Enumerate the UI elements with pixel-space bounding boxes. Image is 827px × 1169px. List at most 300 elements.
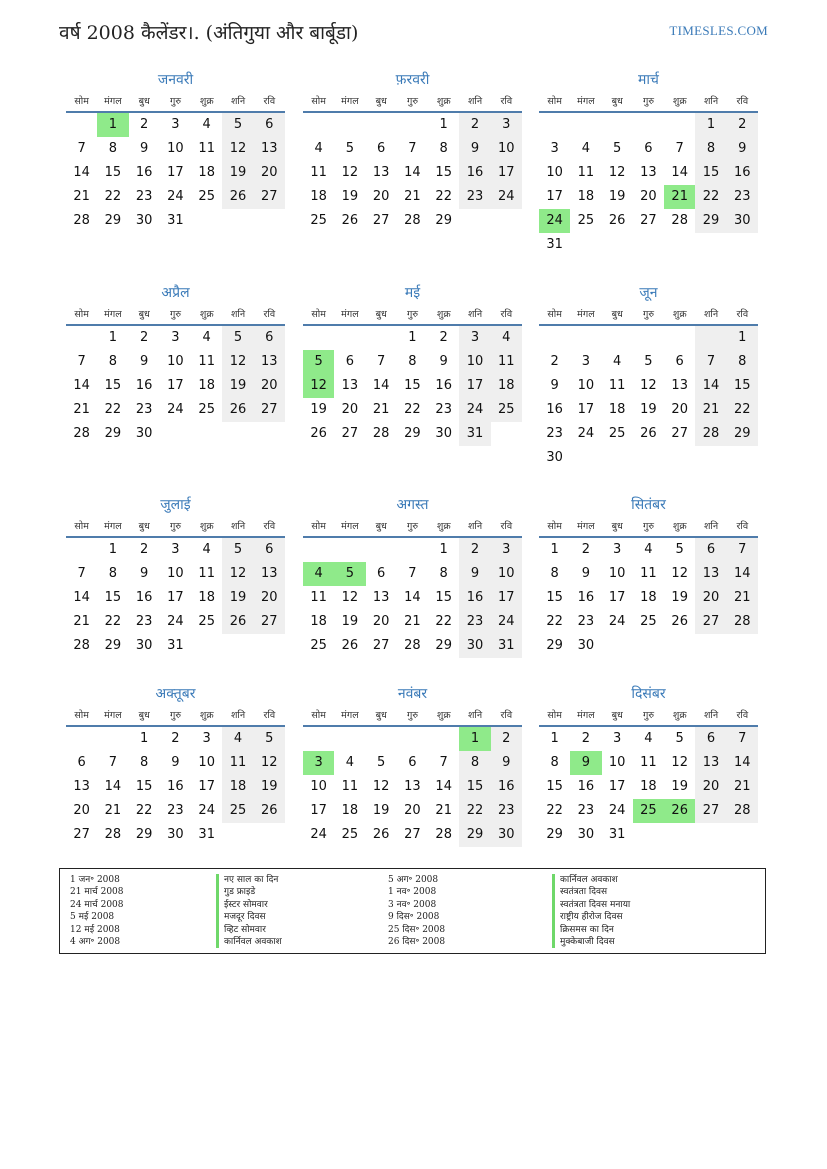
day-cell[interactable]: 16	[435, 378, 452, 393]
day-cell[interactable]: 18	[608, 402, 626, 417]
day-cell[interactable]: 24	[608, 803, 626, 818]
day-cell[interactable]: 13	[695, 562, 726, 586]
holiday-day-cell[interactable]: 12	[303, 374, 334, 398]
day-cell[interactable]: 20	[372, 189, 390, 204]
day-cell[interactable]: 29	[104, 638, 122, 653]
day-cell[interactable]: 15	[546, 779, 563, 794]
day-cell[interactable]: 22	[104, 614, 122, 629]
day-cell[interactable]: 12	[640, 378, 657, 393]
day-cell[interactable]: 31	[167, 638, 184, 653]
day-cell[interactable]: 24	[459, 398, 490, 422]
day-cell[interactable]: 2	[140, 330, 149, 345]
day-cell[interactable]: 9	[459, 137, 490, 161]
day-cell[interactable]: 9	[140, 141, 149, 156]
day-cell[interactable]: 25	[577, 213, 595, 228]
day-cell[interactable]: 2	[581, 731, 591, 746]
day-cell[interactable]: 23	[727, 185, 758, 209]
day-cell[interactable]: 12	[671, 566, 688, 581]
day-cell[interactable]: 16	[135, 165, 153, 180]
day-cell[interactable]: 29	[435, 638, 452, 653]
day-cell[interactable]: 18	[341, 803, 359, 818]
day-cell[interactable]: 23	[577, 803, 595, 818]
day-cell[interactable]: 30	[459, 634, 490, 658]
day-cell[interactable]: 11	[608, 378, 626, 393]
day-cell[interactable]: 24	[491, 610, 522, 634]
day-cell[interactable]: 10	[167, 141, 184, 156]
day-cell[interactable]: 1	[140, 731, 149, 746]
day-cell[interactable]: 23	[135, 189, 153, 204]
day-cell[interactable]: 15	[104, 165, 122, 180]
day-cell[interactable]: 11	[341, 779, 359, 794]
day-cell[interactable]: 23	[135, 614, 153, 629]
day-cell[interactable]: 31	[167, 213, 184, 228]
day-cell[interactable]: 9	[727, 137, 758, 161]
day-cell[interactable]: 30	[135, 426, 153, 441]
day-cell[interactable]: 11	[640, 566, 657, 581]
day-cell[interactable]: 29	[135, 827, 153, 842]
day-cell[interactable]: 15	[135, 779, 153, 794]
day-cell[interactable]: 16	[577, 590, 595, 605]
day-cell[interactable]: 17	[608, 590, 626, 605]
day-cell[interactable]: 5	[222, 113, 253, 137]
day-cell[interactable]: 2	[140, 117, 149, 132]
day-cell[interactable]: 3	[491, 538, 522, 562]
day-cell[interactable]: 22	[404, 402, 421, 417]
day-cell[interactable]: 23	[459, 610, 490, 634]
day-cell[interactable]: 20	[254, 586, 285, 610]
day-cell[interactable]: 17	[310, 803, 327, 818]
day-cell[interactable]: 1	[108, 330, 118, 345]
day-cell[interactable]: 1	[550, 731, 559, 746]
day-cell[interactable]: 6	[377, 566, 386, 581]
day-cell[interactable]: 27	[671, 426, 688, 441]
day-cell[interactable]: 1	[695, 113, 726, 137]
day-cell[interactable]: 30	[491, 823, 522, 847]
day-cell[interactable]: 28	[695, 422, 726, 446]
day-cell[interactable]: 30	[167, 827, 184, 842]
day-cell[interactable]: 7	[675, 141, 684, 156]
day-cell[interactable]: 25	[198, 402, 215, 417]
day-cell[interactable]: 7	[727, 727, 758, 751]
day-cell[interactable]: 14	[73, 590, 90, 605]
day-cell[interactable]: 24	[577, 426, 595, 441]
day-cell[interactable]: 11	[577, 165, 595, 180]
day-cell[interactable]: 30	[435, 426, 452, 441]
day-cell[interactable]: 24	[608, 614, 626, 629]
day-cell[interactable]: 27	[640, 213, 657, 228]
day-cell[interactable]: 17	[491, 161, 522, 185]
day-cell[interactable]: 29	[104, 426, 122, 441]
day-cell[interactable]: 4	[345, 755, 355, 770]
day-cell[interactable]: 23	[577, 614, 595, 629]
day-cell[interactable]: 2	[140, 542, 149, 557]
day-cell[interactable]: 12	[254, 751, 285, 775]
day-cell[interactable]: 10	[167, 566, 184, 581]
day-cell[interactable]: 17	[577, 402, 595, 417]
day-cell[interactable]: 28	[727, 610, 758, 634]
day-cell[interactable]: 1	[408, 330, 417, 345]
day-cell[interactable]: 27	[695, 610, 726, 634]
day-cell[interactable]: 21	[727, 775, 758, 799]
day-cell[interactable]: 31	[546, 237, 563, 252]
day-cell[interactable]: 14	[73, 378, 90, 393]
day-cell[interactable]: 25	[491, 398, 522, 422]
day-cell[interactable]: 8	[108, 354, 118, 369]
day-cell[interactable]: 22	[546, 614, 563, 629]
day-cell[interactable]: 21	[404, 189, 421, 204]
day-cell[interactable]: 8	[727, 350, 758, 374]
day-cell[interactable]: 9	[491, 751, 522, 775]
holiday-day-cell[interactable]: 1	[459, 727, 490, 751]
day-cell[interactable]: 24	[198, 803, 215, 818]
day-cell[interactable]: 25	[341, 827, 359, 842]
day-cell[interactable]: 20	[404, 803, 421, 818]
holiday-day-cell[interactable]: 26	[664, 799, 695, 823]
day-cell[interactable]: 19	[222, 161, 253, 185]
day-cell[interactable]: 24	[167, 402, 184, 417]
day-cell[interactable]: 17	[608, 779, 626, 794]
day-cell[interactable]: 24	[167, 614, 184, 629]
day-cell[interactable]: 15	[459, 775, 490, 799]
day-cell[interactable]: 23	[435, 402, 452, 417]
holiday-day-cell[interactable]: 25	[633, 799, 664, 823]
day-cell[interactable]: 26	[372, 827, 390, 842]
day-cell[interactable]: 7	[727, 538, 758, 562]
day-cell[interactable]: 7	[77, 566, 86, 581]
day-cell[interactable]: 29	[104, 213, 122, 228]
day-cell[interactable]: 5	[675, 542, 684, 557]
day-cell[interactable]: 28	[73, 213, 90, 228]
day-cell[interactable]: 28	[404, 638, 421, 653]
day-cell[interactable]: 1	[727, 326, 758, 350]
day-cell[interactable]: 5	[222, 538, 253, 562]
day-cell[interactable]: 14	[435, 779, 452, 794]
day-cell[interactable]: 18	[198, 165, 215, 180]
day-cell[interactable]: 2	[727, 113, 758, 137]
day-cell[interactable]: 21	[73, 402, 90, 417]
day-cell[interactable]: 3	[581, 354, 591, 369]
holiday-day-cell[interactable]: 9	[570, 751, 601, 775]
day-cell[interactable]: 2	[439, 330, 448, 345]
day-cell[interactable]: 31	[459, 422, 490, 446]
day-cell[interactable]: 6	[408, 755, 417, 770]
day-cell[interactable]: 5	[377, 755, 386, 770]
day-cell[interactable]: 5	[613, 141, 622, 156]
day-cell[interactable]: 19	[341, 614, 359, 629]
day-cell[interactable]: 15	[104, 378, 122, 393]
day-cell[interactable]: 17	[459, 374, 490, 398]
day-cell[interactable]: 28	[404, 213, 421, 228]
day-cell[interactable]: 13	[695, 751, 726, 775]
day-cell[interactable]: 3	[202, 731, 211, 746]
day-cell[interactable]: 28	[727, 799, 758, 823]
day-cell[interactable]: 4	[644, 542, 653, 557]
day-cell[interactable]: 19	[310, 402, 327, 417]
day-cell[interactable]: 2	[550, 354, 559, 369]
day-cell[interactable]: 22	[104, 189, 122, 204]
day-cell[interactable]: 18	[198, 590, 215, 605]
day-cell[interactable]: 6	[254, 113, 285, 137]
day-cell[interactable]: 19	[254, 775, 285, 799]
day-cell[interactable]: 27	[254, 185, 285, 209]
day-cell[interactable]: 14	[404, 165, 421, 180]
day-cell[interactable]: 12	[372, 779, 390, 794]
day-cell[interactable]: 13	[404, 779, 421, 794]
day-cell[interactable]: 23	[459, 185, 490, 209]
day-cell[interactable]: 28	[671, 213, 688, 228]
day-cell[interactable]: 7	[439, 755, 448, 770]
site-logo-text[interactable]: TIMESLES.COM	[669, 23, 768, 38]
day-cell[interactable]: 17	[167, 590, 184, 605]
day-cell[interactable]: 16	[167, 779, 184, 794]
day-cell[interactable]: 15	[695, 161, 726, 185]
day-cell[interactable]: 13	[640, 165, 657, 180]
day-cell[interactable]: 21	[73, 189, 90, 204]
day-cell[interactable]: 14	[104, 779, 122, 794]
day-cell[interactable]: 4	[581, 141, 591, 156]
day-cell[interactable]: 5	[675, 731, 684, 746]
day-cell[interactable]: 14	[404, 590, 421, 605]
day-cell[interactable]: 14	[372, 378, 390, 393]
day-cell[interactable]: 6	[675, 354, 684, 369]
day-cell[interactable]: 24	[310, 827, 327, 842]
day-cell[interactable]: 2	[459, 113, 490, 137]
day-cell[interactable]: 27	[73, 827, 90, 842]
day-cell[interactable]: 20	[695, 775, 726, 799]
day-cell[interactable]: 12	[341, 590, 359, 605]
holiday-day-cell[interactable]: 21	[664, 185, 695, 209]
day-cell[interactable]: 10	[459, 350, 490, 374]
day-cell[interactable]: 14	[727, 751, 758, 775]
day-cell[interactable]: 29	[727, 422, 758, 446]
day-cell[interactable]: 13	[341, 378, 359, 393]
day-cell[interactable]: 16	[135, 378, 153, 393]
day-cell[interactable]: 8	[108, 566, 118, 581]
holiday-day-cell[interactable]: 24	[539, 209, 570, 233]
day-cell[interactable]: 18	[491, 374, 522, 398]
day-cell[interactable]: 8	[550, 566, 559, 581]
day-cell[interactable]: 10	[546, 165, 563, 180]
day-cell[interactable]: 25	[640, 614, 657, 629]
day-cell[interactable]: 19	[341, 189, 359, 204]
day-cell[interactable]: 13	[254, 562, 285, 586]
day-cell[interactable]: 6	[77, 755, 86, 770]
day-cell[interactable]: 14	[727, 562, 758, 586]
day-cell[interactable]: 26	[310, 426, 327, 441]
day-cell[interactable]: 10	[491, 562, 522, 586]
day-cell[interactable]: 21	[695, 398, 726, 422]
day-cell[interactable]: 13	[372, 165, 390, 180]
day-cell[interactable]: 7	[77, 141, 86, 156]
day-cell[interactable]: 13	[671, 378, 688, 393]
day-cell[interactable]: 29	[404, 426, 421, 441]
day-cell[interactable]: 17	[491, 586, 522, 610]
day-cell[interactable]: 22	[135, 803, 153, 818]
day-cell[interactable]: 13	[254, 350, 285, 374]
day-cell[interactable]: 6	[254, 538, 285, 562]
day-cell[interactable]: 26	[640, 426, 657, 441]
day-cell[interactable]: 15	[727, 374, 758, 398]
day-cell[interactable]: 17	[546, 189, 563, 204]
day-cell[interactable]: 2	[581, 542, 591, 557]
holiday-day-cell[interactable]: 5	[334, 562, 365, 586]
day-cell[interactable]: 10	[608, 755, 626, 770]
day-cell[interactable]: 1	[439, 542, 448, 557]
day-cell[interactable]: 12	[608, 165, 626, 180]
day-cell[interactable]: 10	[608, 566, 626, 581]
day-cell[interactable]: 6	[695, 538, 726, 562]
holiday-day-cell[interactable]: 3	[303, 751, 334, 775]
day-cell[interactable]: 1	[108, 542, 118, 557]
day-cell[interactable]: 9	[550, 378, 559, 393]
day-cell[interactable]: 19	[608, 189, 626, 204]
day-cell[interactable]: 25	[222, 799, 253, 823]
day-cell[interactable]: 20	[695, 586, 726, 610]
day-cell[interactable]: 18	[640, 779, 657, 794]
day-cell[interactable]: 9	[459, 562, 490, 586]
day-cell[interactable]: 11	[198, 141, 215, 156]
day-cell[interactable]: 10	[577, 378, 595, 393]
day-cell[interactable]: 19	[671, 590, 688, 605]
day-cell[interactable]: 29	[695, 209, 726, 233]
day-cell[interactable]: 29	[546, 827, 563, 842]
day-cell[interactable]: 3	[171, 542, 180, 557]
day-cell[interactable]: 20	[640, 189, 657, 204]
day-cell[interactable]: 16	[459, 161, 490, 185]
day-cell[interactable]: 29	[459, 823, 490, 847]
day-cell[interactable]: 9	[140, 566, 149, 581]
day-cell[interactable]: 4	[222, 727, 253, 751]
day-cell[interactable]: 28	[372, 426, 390, 441]
day-cell[interactable]: 12	[222, 562, 253, 586]
day-cell[interactable]: 2	[459, 538, 490, 562]
day-cell[interactable]: 7	[408, 141, 417, 156]
day-cell[interactable]: 8	[439, 566, 448, 581]
day-cell[interactable]: 30	[577, 827, 595, 842]
day-cell[interactable]: 18	[222, 775, 253, 799]
day-cell[interactable]: 10	[167, 354, 184, 369]
day-cell[interactable]: 19	[222, 586, 253, 610]
day-cell[interactable]: 28	[73, 426, 90, 441]
day-cell[interactable]: 23	[491, 799, 522, 823]
day-cell[interactable]: 2	[491, 727, 522, 751]
day-cell[interactable]: 21	[727, 586, 758, 610]
day-cell[interactable]: 30	[135, 638, 153, 653]
holiday-day-cell[interactable]: 1	[97, 113, 128, 137]
day-cell[interactable]: 13	[73, 779, 90, 794]
day-cell[interactable]: 29	[546, 638, 563, 653]
day-cell[interactable]: 9	[140, 354, 149, 369]
day-cell[interactable]: 22	[104, 402, 122, 417]
day-cell[interactable]: 8	[439, 141, 448, 156]
day-cell[interactable]: 9	[171, 755, 180, 770]
day-cell[interactable]: 5	[254, 727, 285, 751]
holiday-day-cell[interactable]: 4	[303, 562, 334, 586]
day-cell[interactable]: 11	[640, 755, 657, 770]
day-cell[interactable]: 25	[310, 213, 327, 228]
day-cell[interactable]: 13	[372, 590, 390, 605]
day-cell[interactable]: 22	[727, 398, 758, 422]
day-cell[interactable]: 17	[167, 378, 184, 393]
day-cell[interactable]: 21	[104, 803, 122, 818]
day-cell[interactable]: 30	[577, 638, 595, 653]
day-cell[interactable]: 27	[372, 638, 390, 653]
day-cell[interactable]: 3	[171, 117, 180, 132]
day-cell[interactable]: 7	[77, 354, 86, 369]
day-cell[interactable]: 22	[546, 803, 563, 818]
day-cell[interactable]: 21	[435, 803, 452, 818]
day-cell[interactable]: 11	[222, 751, 253, 775]
day-cell[interactable]: 31	[608, 827, 626, 842]
day-cell[interactable]: 4	[202, 542, 211, 557]
day-cell[interactable]: 27	[254, 610, 285, 634]
day-cell[interactable]: 21	[73, 614, 90, 629]
day-cell[interactable]: 4	[613, 354, 622, 369]
day-cell[interactable]: 27	[341, 426, 359, 441]
day-cell[interactable]: 16	[135, 590, 153, 605]
day-cell[interactable]: 19	[671, 779, 688, 794]
day-cell[interactable]: 30	[546, 450, 563, 465]
day-cell[interactable]: 18	[310, 614, 327, 629]
day-cell[interactable]: 11	[310, 165, 327, 180]
day-cell[interactable]: 26	[222, 610, 253, 634]
day-cell[interactable]: 25	[198, 614, 215, 629]
day-cell[interactable]: 29	[435, 213, 452, 228]
day-cell[interactable]: 26	[254, 799, 285, 823]
day-cell[interactable]: 18	[198, 378, 215, 393]
day-cell[interactable]: 12	[671, 755, 688, 770]
day-cell[interactable]: 7	[377, 354, 386, 369]
day-cell[interactable]: 18	[577, 189, 595, 204]
day-cell[interactable]: 8	[459, 751, 490, 775]
day-cell[interactable]: 3	[171, 330, 180, 345]
day-cell[interactable]: 19	[640, 402, 657, 417]
day-cell[interactable]: 15	[104, 590, 122, 605]
day-cell[interactable]: 22	[435, 614, 452, 629]
day-cell[interactable]: 22	[435, 189, 452, 204]
holiday-day-cell[interactable]: 5	[303, 350, 334, 374]
day-cell[interactable]: 20	[671, 402, 688, 417]
day-cell[interactable]: 25	[310, 638, 327, 653]
day-cell[interactable]: 28	[73, 638, 90, 653]
day-cell[interactable]: 20	[254, 374, 285, 398]
day-cell[interactable]: 16	[577, 779, 595, 794]
day-cell[interactable]: 13	[254, 137, 285, 161]
day-cell[interactable]: 28	[104, 827, 122, 842]
day-cell[interactable]: 20	[73, 803, 90, 818]
day-cell[interactable]: 8	[408, 354, 417, 369]
day-cell[interactable]: 26	[341, 213, 359, 228]
day-cell[interactable]: 18	[640, 590, 657, 605]
day-cell[interactable]: 11	[491, 350, 522, 374]
day-cell[interactable]: 14	[671, 165, 688, 180]
day-cell[interactable]: 6	[345, 354, 355, 369]
day-cell[interactable]: 11	[198, 566, 215, 581]
day-cell[interactable]: 11	[310, 590, 327, 605]
day-cell[interactable]: 26	[341, 638, 359, 653]
day-cell[interactable]: 26	[222, 398, 253, 422]
day-cell[interactable]: 31	[491, 634, 522, 658]
day-cell[interactable]: 27	[254, 398, 285, 422]
day-cell[interactable]: 20	[372, 614, 390, 629]
day-cell[interactable]: 4	[202, 330, 211, 345]
day-cell[interactable]: 8	[140, 755, 149, 770]
day-cell[interactable]: 15	[546, 590, 563, 605]
day-cell[interactable]: 8	[695, 137, 726, 161]
day-cell[interactable]: 6	[377, 141, 386, 156]
day-cell[interactable]: 3	[459, 326, 490, 350]
day-cell[interactable]: 22	[459, 799, 490, 823]
